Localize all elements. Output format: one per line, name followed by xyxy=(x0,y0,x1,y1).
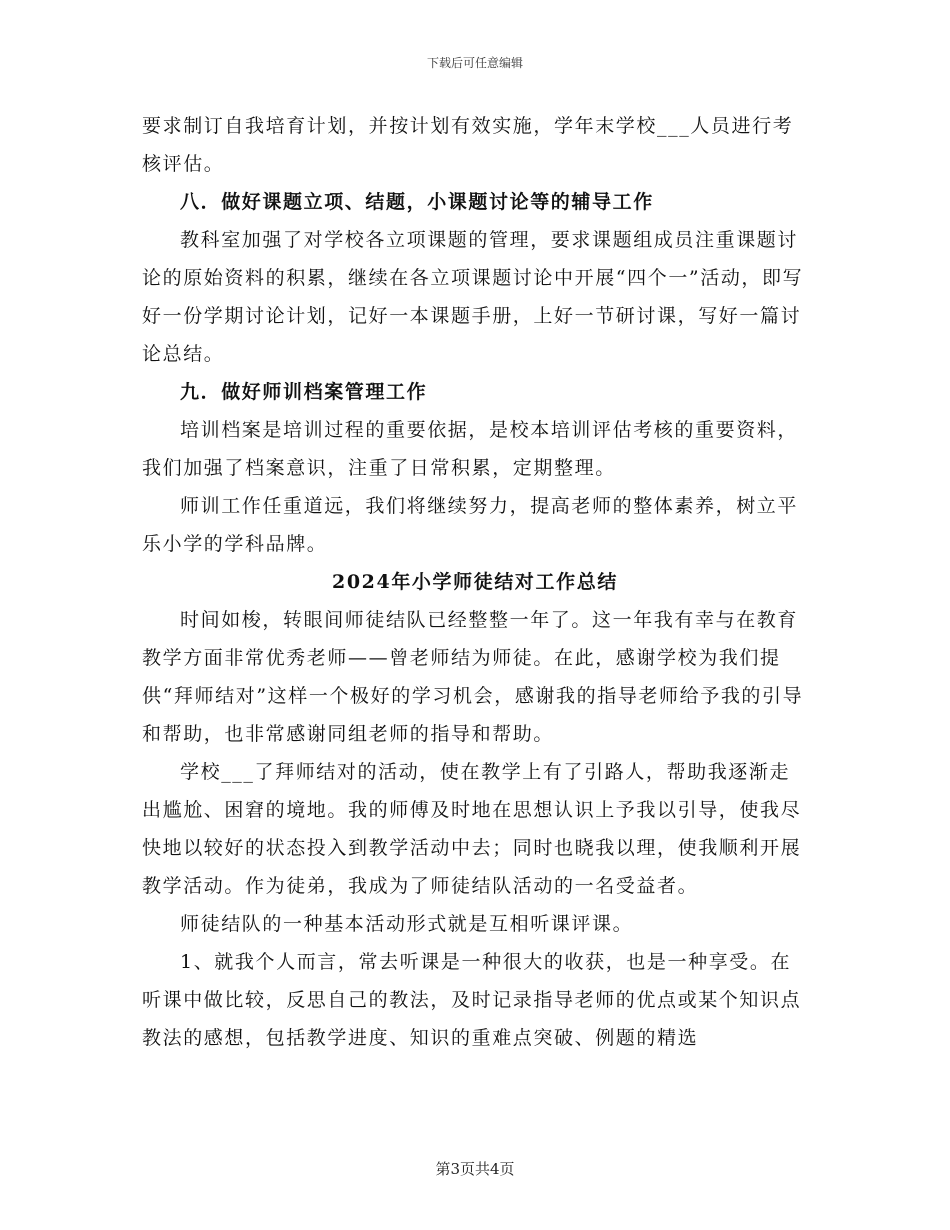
page-footer: 第3页共4页 xyxy=(435,1160,515,1178)
page-header: 下载后可任意编辑 xyxy=(426,56,523,70)
document-body xyxy=(142,107,808,1057)
paragraph: 师徒结队的一种基本活动形式就是互相听课评课。 xyxy=(180,913,634,935)
paragraph: 培训档案是培训过程的重要依据，是校本培训评估考核的重要资料，我们加强了档案意识，注重了日常积累，定期整理。 xyxy=(142,419,799,479)
paragraph: 时间如梭，转眼间师徒结队已经整整一年了。这一年我有幸与在教育教学方面非常优秀老师——曾老师结为师徒。在此，感谢学校为我们提供“拜师结对”这样一个极好的学习机会，感谢我的指导老师给予我的引导和帮助，也非常感谢同组老师的指导和帮助。 xyxy=(142,609,804,745)
paragraph: 师训工作任重道远，我们将继续努力，提高老师的整体素养，树立平乐小学的学科品牌。 xyxy=(142,495,799,555)
paragraph: 教科室加强了对学校各立项课题的管理，要求课题组成员注重课题讨论的原始资料的积累，继续在各立项课题讨论中开展“四个一”活动，即写好一份学期讨论计划，记好一本课题手册，上好一节研讨课，写好一篇讨论总结。 xyxy=(142,229,804,365)
document-title: 2024年小学师徒结对工作总结 xyxy=(332,571,618,593)
paragraph: 1、就我个人而言，常去听课是一种很大的收获，也是一种享受。在听课中做比较，反思自己的教法，及时记录指导老师的优点或某个知识点教法的感想，包括教学进度、知识的重难点突破、例题的精选 xyxy=(142,951,802,1049)
paragraph: 学校___了拜师结对的活动，使在教学上有了引路人，帮助我逐渐走出尴尬、困窘的境地。我的师傅及时地在思想认识上予我以引导，使我尽快地以较好的状态投入到教学活动中去；同时也晓我以理，使我顺利开展教学活动。作为徒弟，我成为了师徒结队活动的一名受益者。 xyxy=(142,761,802,897)
section-heading-8: 八．做好课题立项、结题，小课题讨论等的辅导工作 xyxy=(180,191,654,213)
section-heading-9: 九．做好师训档案管理工作 xyxy=(180,381,428,403)
paragraph: 要求制订自我培育计划，并按计划有效实施，学年末学校___人员进行考核评估。 xyxy=(142,115,794,175)
